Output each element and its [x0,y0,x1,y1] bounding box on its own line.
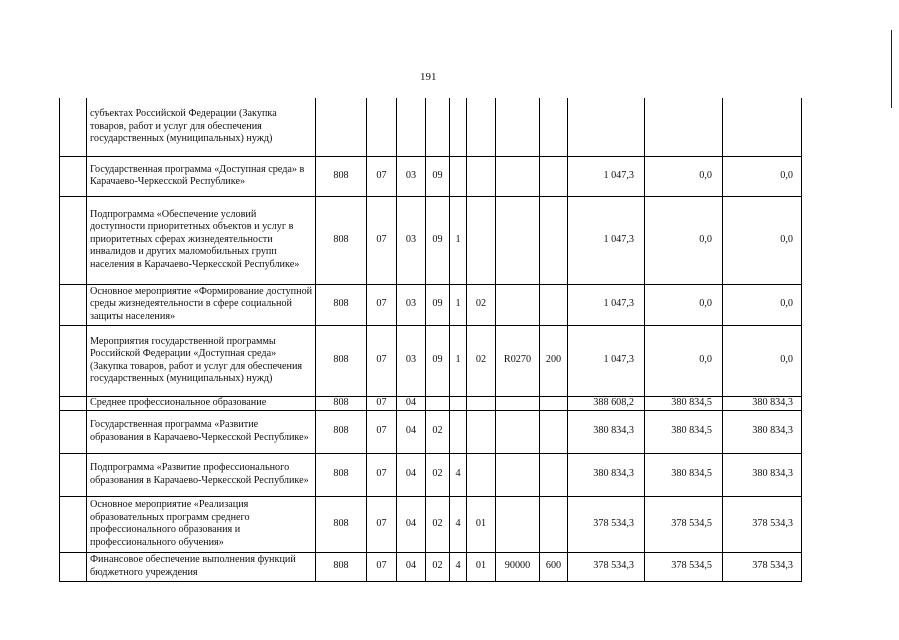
description-cell: Основное мероприятие «Формирование доступной среды жизнедеятельности в сфере социальной защиты населения» [87,284,316,325]
description-cell: Финансовое обеспечение выполнения функций бюджетного учреждения [87,552,316,581]
direction-cell [496,496,540,552]
ved-cell: 808 [316,396,367,410]
row-number-cell [60,496,87,552]
event-cell: 02 [467,325,496,396]
subsection-cell: 04 [397,496,426,552]
event-cell: 01 [467,552,496,581]
amount-year1-cell: 378 534,3 [568,552,645,581]
table-row [60,325,802,396]
direction-cell [496,410,540,453]
description-cell: Государственная программа «Доступная среда» в Карачаево-Черкесской Республике» [87,156,316,196]
amount-year3-cell: 378 534,3 [723,552,802,581]
amount-year3-cell: 378 534,3 [723,496,802,552]
direction-cell [496,396,540,410]
subsection-cell: 03 [397,284,426,325]
direction-cell [496,453,540,496]
program-cell [426,98,450,156]
program-cell: 02 [426,552,450,581]
subprogram-cell: 1 [450,284,467,325]
event-cell [467,156,496,196]
row-number-cell [60,98,87,156]
amount-year1-cell: 380 834,3 [568,453,645,496]
amount-year2-cell: 378 534,5 [645,552,723,581]
expense-type-cell [540,98,568,156]
amount-year1-cell: 1 047,3 [568,156,645,196]
description-cell: Подпрограмма «Развитие профессионального образования в Карачаево-Черкесской Республике» [87,453,316,496]
table-row [60,196,802,284]
amount-year1-cell: 380 834,3 [568,410,645,453]
subsection-cell: 03 [397,325,426,396]
direction-cell: R0270 [496,325,540,396]
description-cell: Основное мероприятие «Реализация образовательных программ среднего профессионального образования и профессионального обучения» [87,496,316,552]
expense-type-cell [540,156,568,196]
amount-year2-cell: 380 834,5 [645,396,723,410]
amount-year2-cell: 380 834,5 [645,410,723,453]
amount-year3-cell: 380 834,3 [723,396,802,410]
program-cell: 02 [426,496,450,552]
amount-year1-cell [568,98,645,156]
row-number-cell [60,196,87,284]
section-cell: 07 [367,196,397,284]
amount-year3-cell: 380 834,3 [723,453,802,496]
subprogram-cell [450,156,467,196]
amount-year1-cell: 1 047,3 [568,284,645,325]
section-cell: 07 [367,156,397,196]
ved-cell [316,98,367,156]
section-cell: 07 [367,552,397,581]
ved-cell: 808 [316,552,367,581]
expense-type-cell [540,196,568,284]
subsection-cell: 04 [397,453,426,496]
amount-year2-cell: 0,0 [645,325,723,396]
section-cell: 07 [367,396,397,410]
section-cell: 07 [367,325,397,396]
program-cell: 09 [426,156,450,196]
section-cell: 07 [367,410,397,453]
table-row [60,552,802,581]
margin-rule [891,30,892,108]
table-row [60,453,802,496]
row-number-cell [60,325,87,396]
page-number: 191 [420,71,437,83]
table-row [60,396,802,410]
budget-table [59,98,802,582]
expense-type-cell [540,453,568,496]
subsection-cell: 04 [397,396,426,410]
row-number-cell [60,552,87,581]
direction-cell [496,284,540,325]
ved-cell: 808 [316,453,367,496]
subprogram-cell: 1 [450,325,467,396]
program-cell [426,396,450,410]
expense-type-cell [540,284,568,325]
expense-type-cell: 200 [540,325,568,396]
event-cell: 01 [467,496,496,552]
section-cell [367,98,397,156]
expense-type-cell [540,410,568,453]
subprogram-cell: 4 [450,453,467,496]
subprogram-cell: 1 [450,196,467,284]
amount-year2-cell: 380 834,5 [645,453,723,496]
row-number-cell [60,156,87,196]
amount-year1-cell: 1 047,3 [568,196,645,284]
expense-type-cell [540,496,568,552]
ved-cell: 808 [316,496,367,552]
subprogram-cell [450,98,467,156]
section-cell: 07 [367,496,397,552]
row-number-cell [60,396,87,410]
ved-cell: 808 [316,325,367,396]
subprogram-cell: 4 [450,496,467,552]
direction-cell: 90000 [496,552,540,581]
expense-type-cell [540,396,568,410]
subsection-cell: 04 [397,552,426,581]
program-cell: 09 [426,284,450,325]
subsection-cell [397,98,426,156]
section-cell: 07 [367,284,397,325]
ved-cell: 808 [316,410,367,453]
description-cell: Государственная программа «Развитие образования в Карачаево-Черкесской Республике» [87,410,316,453]
amount-year3-cell: 0,0 [723,156,802,196]
subsection-cell: 04 [397,410,426,453]
row-number-cell [60,453,87,496]
row-number-cell [60,410,87,453]
event-cell [467,396,496,410]
table-body [60,98,802,581]
amount-year2-cell: 378 534,5 [645,496,723,552]
description-cell: Мероприятия государственной программы Российской Федерации «Доступная среда» (Закупка товаров, работ и услуг для обеспечения государственных (муниципальных) нужд) [87,325,316,396]
table-row [60,156,802,196]
program-cell: 09 [426,325,450,396]
description-cell: субъектах Российской Федерации (Закупка товаров, работ и услуг для обеспечения государственных (муниципальных) нужд) [87,98,316,156]
section-cell: 07 [367,453,397,496]
amount-year1-cell: 388 608,2 [568,396,645,410]
subprogram-cell: 4 [450,552,467,581]
ved-cell: 808 [316,156,367,196]
subsection-cell: 03 [397,196,426,284]
ved-cell: 808 [316,196,367,284]
subprogram-cell [450,410,467,453]
program-cell: 09 [426,196,450,284]
table-row [60,284,802,325]
direction-cell [496,98,540,156]
amount-year1-cell: 1 047,3 [568,325,645,396]
table-row [60,98,802,156]
subsection-cell: 03 [397,156,426,196]
ved-cell: 808 [316,284,367,325]
amount-year2-cell: 0,0 [645,196,723,284]
direction-cell [496,196,540,284]
description-cell: Среднее профессиональное образование [87,396,316,410]
program-cell: 02 [426,453,450,496]
subprogram-cell [450,396,467,410]
expense-type-cell: 600 [540,552,568,581]
program-cell: 02 [426,410,450,453]
event-cell: 02 [467,284,496,325]
table-row [60,410,802,453]
event-cell [467,196,496,284]
amount-year3-cell [723,98,802,156]
row-number-cell [60,284,87,325]
table-row [60,496,802,552]
amount-year2-cell: 0,0 [645,284,723,325]
event-cell [467,98,496,156]
direction-cell [496,156,540,196]
amount-year2-cell: 0,0 [645,156,723,196]
amount-year3-cell: 0,0 [723,284,802,325]
amount-year3-cell: 380 834,3 [723,410,802,453]
description-cell: Подпрограмма «Обеспечение условий доступности приоритетных объектов и услуг в приоритетных сферах жизнедеятельности инвалидов и других маломобильных групп населения в Карачаево-Черкесской Республике» [87,196,316,284]
event-cell [467,410,496,453]
event-cell [467,453,496,496]
amount-year3-cell: 0,0 [723,325,802,396]
amount-year3-cell: 0,0 [723,196,802,284]
amount-year1-cell: 378 534,3 [568,496,645,552]
amount-year2-cell [645,98,723,156]
